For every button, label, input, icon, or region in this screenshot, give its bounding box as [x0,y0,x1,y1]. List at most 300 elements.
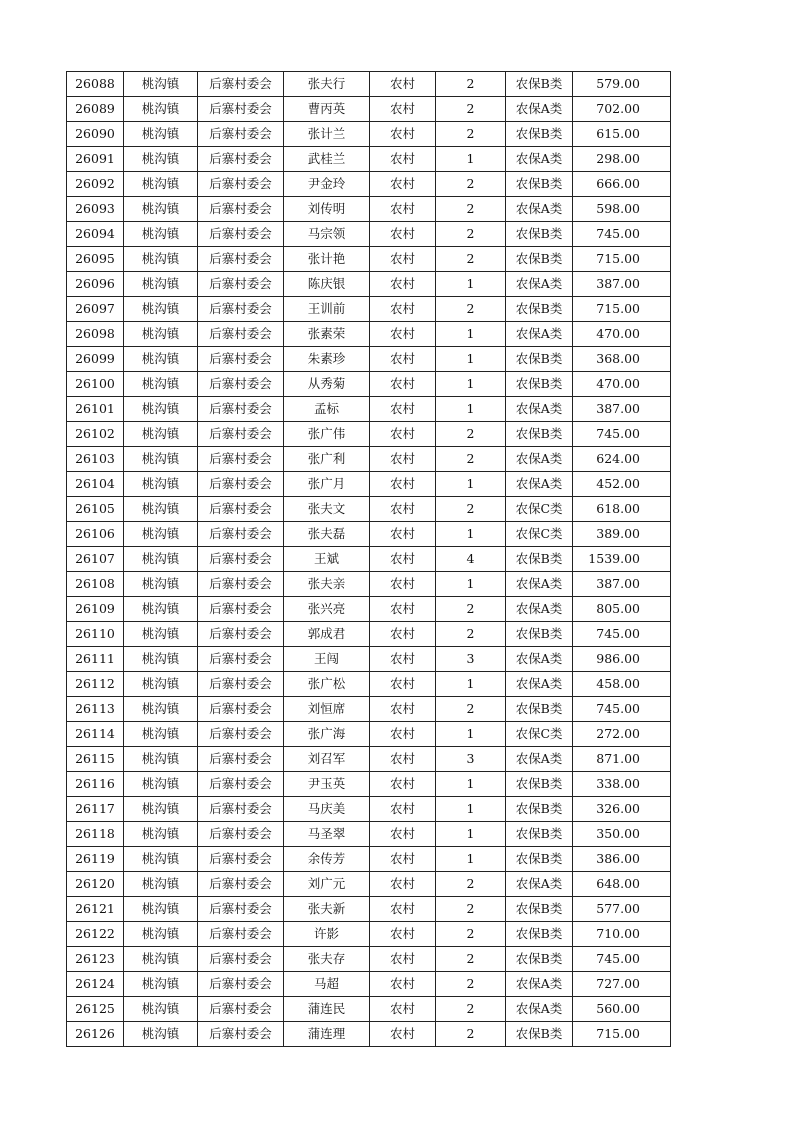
cell-amount: 1539.00 [573,547,671,572]
cell-town: 桃沟镇 [124,272,198,297]
cell-insurance-category: 农保A类 [506,97,573,122]
cell-area-type: 农村 [370,222,436,247]
cell-amount: 470.00 [573,372,671,397]
cell-village-committee: 后寨村委会 [198,622,284,647]
cell-village-committee: 后寨村委会 [198,922,284,947]
cell-village-committee: 后寨村委会 [198,797,284,822]
table-row [67,722,671,747]
cell-town: 桃沟镇 [124,497,198,522]
cell-town: 桃沟镇 [124,672,198,697]
cell-town: 桃沟镇 [124,297,198,322]
cell-area-type: 农村 [370,672,436,697]
cell-town: 桃沟镇 [124,97,198,122]
cell-amount: 715.00 [573,297,671,322]
cell-person-name: 尹玉英 [284,772,370,797]
cell-village-committee: 后寨村委会 [198,147,284,172]
table-row [67,697,671,722]
cell-record-id: 26093 [67,197,124,222]
table-row [67,672,671,697]
cell-insurance-category: 农保B类 [506,922,573,947]
cell-person-name: 曹丙英 [284,97,370,122]
cell-household-size: 2 [436,497,506,522]
cell-amount: 666.00 [573,172,671,197]
cell-town: 桃沟镇 [124,972,198,997]
table-row [67,322,671,347]
cell-insurance-category: 农保B类 [506,72,573,97]
cell-insurance-category: 农保C类 [506,497,573,522]
cell-area-type: 农村 [370,647,436,672]
cell-insurance-category: 农保C类 [506,522,573,547]
cell-amount: 715.00 [573,247,671,272]
table-row [67,1022,671,1047]
cell-insurance-category: 农保B类 [506,422,573,447]
cell-insurance-category: 农保A类 [506,872,573,897]
cell-household-size: 1 [436,772,506,797]
cell-person-name: 蒲连理 [284,1022,370,1047]
cell-village-committee: 后寨村委会 [198,972,284,997]
cell-town: 桃沟镇 [124,222,198,247]
cell-village-committee: 后寨村委会 [198,397,284,422]
cell-person-name: 张广利 [284,447,370,472]
cell-town: 桃沟镇 [124,922,198,947]
cell-area-type: 农村 [370,347,436,372]
table-row [67,472,671,497]
cell-person-name: 刘广元 [284,872,370,897]
cell-town: 桃沟镇 [124,722,198,747]
cell-record-id: 26088 [67,72,124,97]
table-row [67,147,671,172]
cell-area-type: 农村 [370,722,436,747]
cell-household-size: 1 [436,272,506,297]
cell-town: 桃沟镇 [124,397,198,422]
cell-record-id: 26096 [67,272,124,297]
cell-household-size: 2 [436,922,506,947]
cell-household-size: 2 [436,247,506,272]
cell-village-committee: 后寨村委会 [198,272,284,297]
cell-village-committee: 后寨村委会 [198,172,284,197]
table-row [67,222,671,247]
cell-amount: 615.00 [573,122,671,147]
cell-area-type: 农村 [370,822,436,847]
cell-person-name: 刘恒席 [284,697,370,722]
cell-village-committee: 后寨村委会 [198,772,284,797]
cell-village-committee: 后寨村委会 [198,497,284,522]
cell-amount: 727.00 [573,972,671,997]
cell-household-size: 2 [436,872,506,897]
cell-area-type: 农村 [370,72,436,97]
cell-household-size: 1 [436,847,506,872]
cell-record-id: 26094 [67,222,124,247]
cell-person-name: 余传芳 [284,847,370,872]
cell-record-id: 26090 [67,122,124,147]
cell-record-id: 26089 [67,97,124,122]
table-row [67,522,671,547]
cell-amount: 389.00 [573,522,671,547]
cell-area-type: 农村 [370,497,436,522]
cell-insurance-category: 农保A类 [506,597,573,622]
cell-person-name: 刘传明 [284,197,370,222]
cell-record-id: 26097 [67,297,124,322]
table-row [67,172,671,197]
cell-record-id: 26116 [67,772,124,797]
cell-household-size: 2 [436,1022,506,1047]
cell-person-name: 张夫亲 [284,572,370,597]
cell-household-size: 2 [436,172,506,197]
cell-village-committee: 后寨村委会 [198,997,284,1022]
cell-town: 桃沟镇 [124,622,198,647]
cell-insurance-category: 农保C类 [506,722,573,747]
cell-amount: 386.00 [573,847,671,872]
cell-person-name: 张素荣 [284,322,370,347]
cell-insurance-category: 农保A类 [506,572,573,597]
cell-village-committee: 后寨村委会 [198,347,284,372]
table-row [67,572,671,597]
cell-area-type: 农村 [370,97,436,122]
cell-record-id: 26126 [67,1022,124,1047]
cell-area-type: 农村 [370,1022,436,1047]
cell-amount: 387.00 [573,572,671,597]
cell-person-name: 许影 [284,922,370,947]
cell-amount: 298.00 [573,147,671,172]
cell-household-size: 2 [436,97,506,122]
cell-record-id: 26107 [67,547,124,572]
cell-person-name: 王斌 [284,547,370,572]
cell-amount: 805.00 [573,597,671,622]
cell-insurance-category: 农保B类 [506,822,573,847]
table-row [67,97,671,122]
cell-household-size: 4 [436,547,506,572]
cell-record-id: 26113 [67,697,124,722]
cell-person-name: 郭成君 [284,622,370,647]
table-row [67,597,671,622]
cell-area-type: 农村 [370,397,436,422]
cell-person-name: 武桂兰 [284,147,370,172]
cell-amount: 579.00 [573,72,671,97]
cell-record-id: 26109 [67,597,124,622]
cell-record-id: 26108 [67,572,124,597]
cell-amount: 272.00 [573,722,671,747]
cell-amount: 624.00 [573,447,671,472]
cell-village-committee: 后寨村委会 [198,947,284,972]
cell-village-committee: 后寨村委会 [198,722,284,747]
cell-household-size: 2 [436,222,506,247]
cell-amount: 368.00 [573,347,671,372]
cell-village-committee: 后寨村委会 [198,422,284,447]
cell-village-committee: 后寨村委会 [198,1022,284,1047]
cell-insurance-category: 农保B类 [506,1022,573,1047]
cell-household-size: 2 [436,422,506,447]
cell-person-name: 张广伟 [284,422,370,447]
cell-town: 桃沟镇 [124,422,198,447]
cell-area-type: 农村 [370,622,436,647]
table-row [67,372,671,397]
cell-area-type: 农村 [370,247,436,272]
cell-amount: 702.00 [573,97,671,122]
cell-amount: 452.00 [573,472,671,497]
cell-household-size: 2 [436,697,506,722]
cell-village-committee: 后寨村委会 [198,247,284,272]
cell-record-id: 26118 [67,822,124,847]
cell-record-id: 26119 [67,847,124,872]
cell-record-id: 26110 [67,622,124,647]
table-row [67,947,671,972]
cell-area-type: 农村 [370,422,436,447]
cell-village-committee: 后寨村委会 [198,822,284,847]
cell-person-name: 孟标 [284,397,370,422]
cell-village-committee: 后寨村委会 [198,572,284,597]
cell-record-id: 26105 [67,497,124,522]
cell-area-type: 农村 [370,572,436,597]
cell-household-size: 1 [436,722,506,747]
cell-village-committee: 后寨村委会 [198,847,284,872]
cell-village-committee: 后寨村委会 [198,672,284,697]
cell-area-type: 农村 [370,972,436,997]
cell-insurance-category: 农保B类 [506,172,573,197]
cell-person-name: 张夫行 [284,72,370,97]
cell-amount: 470.00 [573,322,671,347]
cell-town: 桃沟镇 [124,772,198,797]
cell-village-committee: 后寨村委会 [198,197,284,222]
cell-household-size: 2 [436,897,506,922]
cell-record-id: 26102 [67,422,124,447]
cell-town: 桃沟镇 [124,522,198,547]
cell-amount: 710.00 [573,922,671,947]
cell-town: 桃沟镇 [124,147,198,172]
cell-town: 桃沟镇 [124,172,198,197]
cell-record-id: 26100 [67,372,124,397]
cell-record-id: 26101 [67,397,124,422]
cell-village-committee: 后寨村委会 [198,372,284,397]
cell-amount: 745.00 [573,222,671,247]
cell-record-id: 26092 [67,172,124,197]
table-row [67,822,671,847]
cell-village-committee: 后寨村委会 [198,522,284,547]
cell-insurance-category: 农保B类 [506,897,573,922]
cell-record-id: 26111 [67,647,124,672]
cell-household-size: 3 [436,647,506,672]
cell-record-id: 26122 [67,922,124,947]
cell-amount: 745.00 [573,947,671,972]
cell-record-id: 26098 [67,322,124,347]
cell-person-name: 马圣翠 [284,822,370,847]
cell-record-id: 26091 [67,147,124,172]
cell-insurance-category: 农保B类 [506,297,573,322]
cell-insurance-category: 农保A类 [506,747,573,772]
cell-amount: 350.00 [573,822,671,847]
cell-insurance-category: 农保B类 [506,697,573,722]
cell-town: 桃沟镇 [124,997,198,1022]
cell-area-type: 农村 [370,147,436,172]
cell-record-id: 26124 [67,972,124,997]
cell-amount: 577.00 [573,897,671,922]
cell-household-size: 1 [436,797,506,822]
cell-household-size: 2 [436,122,506,147]
cell-household-size: 2 [436,972,506,997]
cell-town: 桃沟镇 [124,597,198,622]
cell-area-type: 农村 [370,547,436,572]
cell-area-type: 农村 [370,522,436,547]
table-row [67,922,671,947]
cell-amount: 387.00 [573,272,671,297]
cell-town: 桃沟镇 [124,72,198,97]
cell-person-name: 张夫磊 [284,522,370,547]
table-row [67,797,671,822]
cell-area-type: 农村 [370,322,436,347]
cell-person-name: 张计艳 [284,247,370,272]
cell-village-committee: 后寨村委会 [198,597,284,622]
cell-amount: 338.00 [573,772,671,797]
table-row [67,747,671,772]
cell-village-committee: 后寨村委会 [198,547,284,572]
cell-household-size: 1 [436,347,506,372]
cell-insurance-category: 农保A类 [506,972,573,997]
cell-town: 桃沟镇 [124,697,198,722]
cell-area-type: 农村 [370,597,436,622]
cell-village-committee: 后寨村委会 [198,472,284,497]
cell-household-size: 2 [436,297,506,322]
cell-household-size: 1 [436,822,506,847]
cell-amount: 715.00 [573,1022,671,1047]
cell-household-size: 1 [436,322,506,347]
cell-household-size: 2 [436,197,506,222]
cell-amount: 648.00 [573,872,671,897]
cell-record-id: 26125 [67,997,124,1022]
cell-area-type: 农村 [370,847,436,872]
cell-household-size: 2 [436,947,506,972]
cell-area-type: 农村 [370,697,436,722]
cell-village-committee: 后寨村委会 [198,747,284,772]
cell-household-size: 2 [436,622,506,647]
cell-area-type: 农村 [370,372,436,397]
cell-town: 桃沟镇 [124,447,198,472]
table-row [67,647,671,672]
cell-person-name: 张夫新 [284,897,370,922]
cell-record-id: 26106 [67,522,124,547]
cell-town: 桃沟镇 [124,472,198,497]
table-row [67,397,671,422]
cell-amount: 871.00 [573,747,671,772]
table-row [67,497,671,522]
table-row [67,972,671,997]
cell-insurance-category: 农保A类 [506,472,573,497]
cell-area-type: 农村 [370,472,436,497]
cell-record-id: 26099 [67,347,124,372]
cell-person-name: 刘召军 [284,747,370,772]
cell-area-type: 农村 [370,947,436,972]
cell-amount: 618.00 [573,497,671,522]
cell-amount: 598.00 [573,197,671,222]
cell-person-name: 朱素珍 [284,347,370,372]
cell-amount: 560.00 [573,997,671,1022]
cell-insurance-category: 农保B类 [506,622,573,647]
cell-town: 桃沟镇 [124,1022,198,1047]
cell-person-name: 张计兰 [284,122,370,147]
cell-area-type: 农村 [370,747,436,772]
cell-village-committee: 后寨村委会 [198,122,284,147]
cell-insurance-category: 农保B类 [506,947,573,972]
cell-record-id: 26095 [67,247,124,272]
cell-amount: 986.00 [573,647,671,672]
table-row [67,297,671,322]
cell-household-size: 2 [436,72,506,97]
cell-town: 桃沟镇 [124,197,198,222]
cell-record-id: 26123 [67,947,124,972]
table-row [67,422,671,447]
table-row [67,247,671,272]
cell-person-name: 张兴亮 [284,597,370,622]
cell-town: 桃沟镇 [124,747,198,772]
cell-household-size: 2 [436,597,506,622]
cell-person-name: 马超 [284,972,370,997]
cell-insurance-category: 农保B类 [506,247,573,272]
cell-person-name: 王闯 [284,647,370,672]
table-row [67,347,671,372]
cell-area-type: 农村 [370,922,436,947]
cell-insurance-category: 农保B类 [506,797,573,822]
cell-village-committee: 后寨村委会 [198,647,284,672]
cell-insurance-category: 农保B类 [506,347,573,372]
table-row [67,272,671,297]
cell-town: 桃沟镇 [124,947,198,972]
cell-town: 桃沟镇 [124,122,198,147]
cell-record-id: 26112 [67,672,124,697]
table-row [67,872,671,897]
table-row [67,447,671,472]
cell-area-type: 农村 [370,172,436,197]
cell-area-type: 农村 [370,872,436,897]
cell-area-type: 农村 [370,997,436,1022]
cell-town: 桃沟镇 [124,647,198,672]
cell-insurance-category: 农保A类 [506,397,573,422]
cell-village-committee: 后寨村委会 [198,447,284,472]
cell-person-name: 张夫存 [284,947,370,972]
cell-insurance-category: 农保B类 [506,547,573,572]
cell-insurance-category: 农保B类 [506,847,573,872]
cell-household-size: 1 [436,397,506,422]
cell-area-type: 农村 [370,122,436,147]
cell-record-id: 26117 [67,797,124,822]
cell-person-name: 张广松 [284,672,370,697]
cell-insurance-category: 农保A类 [506,272,573,297]
table-row [67,897,671,922]
cell-area-type: 农村 [370,772,436,797]
table-row [67,622,671,647]
cell-insurance-category: 农保A类 [506,147,573,172]
table-row [67,847,671,872]
cell-insurance-category: 农保B类 [506,122,573,147]
cell-town: 桃沟镇 [124,347,198,372]
cell-person-name: 马庆美 [284,797,370,822]
cell-village-committee: 后寨村委会 [198,897,284,922]
cell-town: 桃沟镇 [124,247,198,272]
cell-person-name: 蒲连民 [284,997,370,1022]
cell-household-size: 2 [436,997,506,1022]
table-row [67,72,671,97]
cell-insurance-category: 农保A类 [506,647,573,672]
cell-village-committee: 后寨村委会 [198,72,284,97]
cell-village-committee: 后寨村委会 [198,297,284,322]
cell-person-name: 张广海 [284,722,370,747]
table-row [67,772,671,797]
cell-record-id: 26120 [67,872,124,897]
cell-insurance-category: 农保A类 [506,197,573,222]
cell-household-size: 1 [436,147,506,172]
cell-person-name: 王训前 [284,297,370,322]
cell-household-size: 1 [436,522,506,547]
cell-insurance-category: 农保A类 [506,447,573,472]
cell-insurance-category: 农保B类 [506,222,573,247]
cell-person-name: 张广月 [284,472,370,497]
